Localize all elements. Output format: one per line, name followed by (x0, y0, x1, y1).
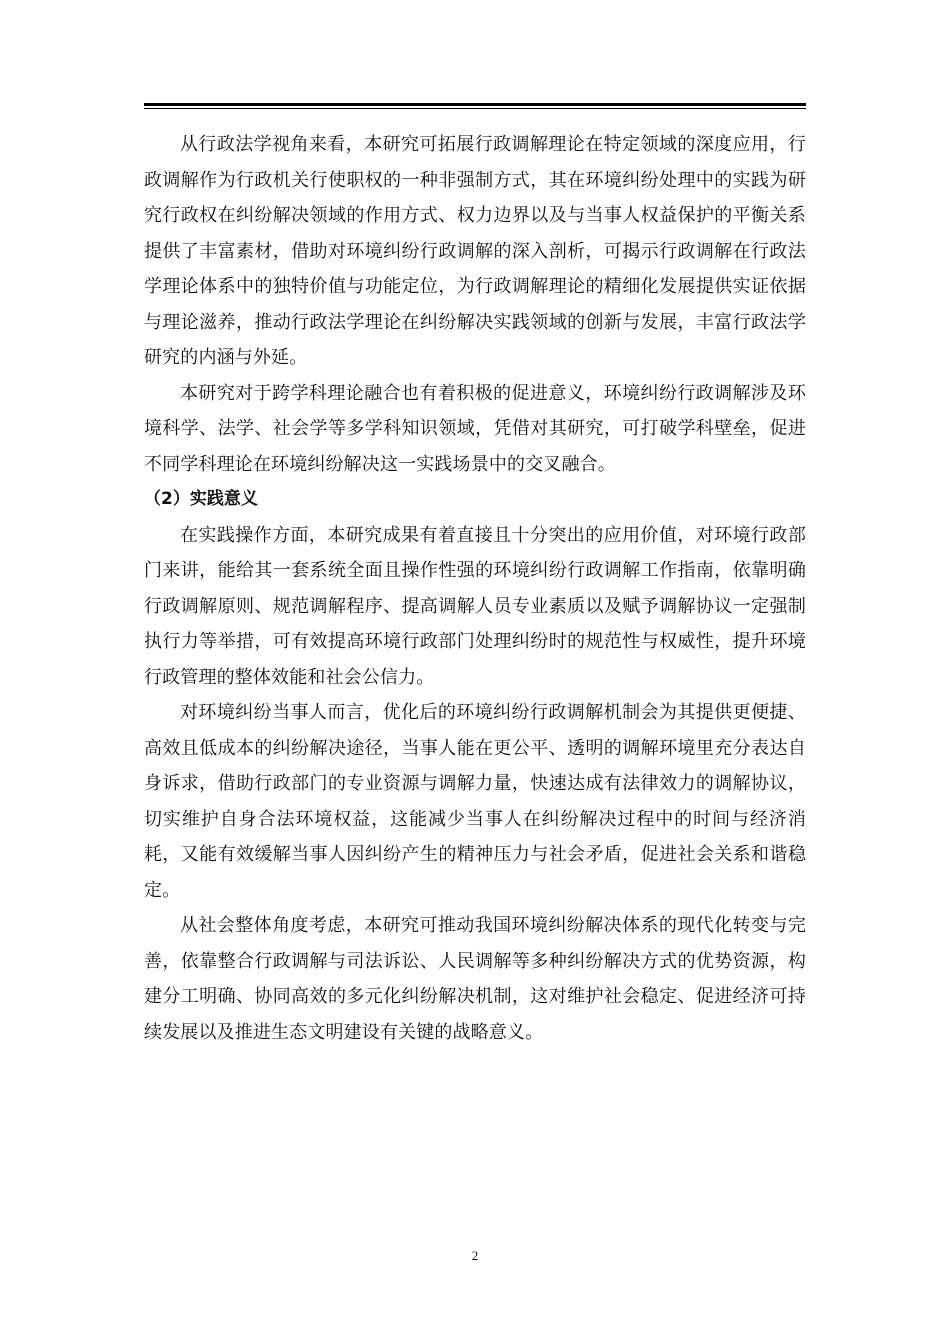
header-rule-thin-line (144, 108, 806, 109)
page-body (144, 127, 806, 1050)
header-rule (144, 103, 806, 109)
paragraph-practice-parties: 对环境纠纷当事人而言，优化后的环境纠纷行政调解机制会为其提供更便捷、高效且低成本的纠纷解决途径，当事人能在更公平、透明的调解环境里充分表达自身诉求，借助行政部门的专业资源与调解力量，快速达成有法律效力的调解协议，切实维护自身合法环境权益，这能减少当事人在纠纷解决过程中的时间与经济消耗，又能有效缓解当事人因纠纷产生的精神压力与社会矛盾，促进社会关系和谐稳定。 (144, 702, 806, 901)
page-number: 2 (471, 1248, 479, 1263)
paragraph-practice-administrative-departments: 在实践操作方面，本研究成果有着直接且十分突出的应用价值，对环境行政部门来讲，能给其一套系统全面且操作性强的环境纠纷行政调解工作指南，依靠明确行政调解原则、规范调解程序、提高调解人员专业素质以及赋予调解协议一定强制执行力等举措，可有效提高环境行政部门处理纠纷时的规范性与权威性，提升环境行政管理的整体效能和社会公信力。 (144, 524, 806, 688)
paragraph-practice-society: 从社会整体角度考虑，本研究可推动我国环境纠纷解决体系的现代化转变与完善，依靠整合行政调解与司法诉讼、人民调解等多种纠纷解决方式的优势资源，构建分工明确、协同高效的多元化纠纷解决机制，这对维护社会稳定、促进经济可持续发展以及推进生态文明建设有关键的战略意义。 (144, 915, 806, 1043)
paragraph-theory-administrative-law: 从行政法学视角来看，本研究可拓展行政调解理论在特定领域的深度应用，行政调解作为行政机关行使职权的一种非强制方式，其在环境纠纷处理中的实践为研究行政权在纠纷解决领域的作用方式、权力边界以及与当事人权益保护的平衡关系提供了丰富素材，借助对环境纠纷行政调解的深入剖析，可揭示行政调解在行政法学理论体系中的独特价值与功能定位，为行政调解理论的精细化发展提供实证依据与理论滋养，推动行政法学理论在纠纷解决实践领域的创新与发展，丰富行政法学研究的内涵与外延。 (144, 134, 806, 368)
paragraph-theory-interdisciplinary: 本研究对于跨学科理论融合也有着积极的促进意义，环境纠纷行政调解涉及环境科学、法学、社会学等多学科知识领域，凭借对其研究，可打破学科壁垒，促进不同学科理论在环境纠纷解决这一实践场景中的交叉融合。 (144, 382, 806, 475)
section-heading-practical-significance: （2）实践意义 (144, 489, 258, 509)
